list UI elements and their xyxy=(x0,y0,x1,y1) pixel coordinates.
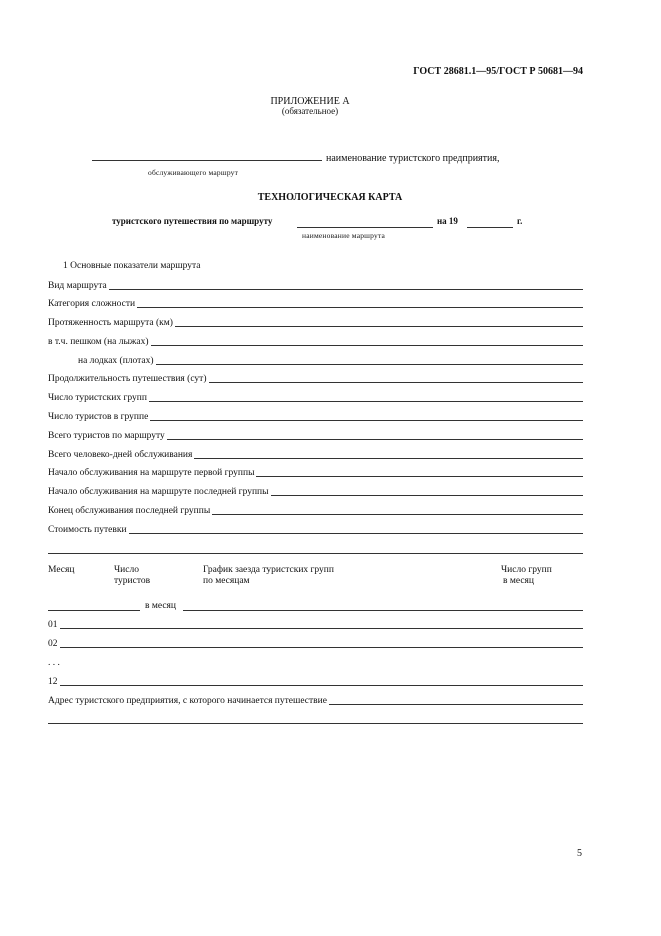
field-last-group-end[interactable] xyxy=(48,505,583,517)
field-difficulty[interactable] xyxy=(48,298,583,310)
field-line xyxy=(175,326,583,327)
field-label: Всего человеко-дней обслуживания xyxy=(48,450,193,460)
field-line xyxy=(150,420,583,421)
org-name-line xyxy=(92,160,322,161)
field-first-group-start[interactable] xyxy=(48,467,583,479)
row-line xyxy=(60,685,584,686)
col-schedule-1: График заезда туристских групп xyxy=(203,565,334,575)
field-line xyxy=(167,439,583,440)
month-label: 12 xyxy=(48,677,58,687)
field-label: Протяженность маршрута (км) xyxy=(48,318,173,328)
year-label: на 19 xyxy=(437,216,458,226)
field-label: Категория сложности xyxy=(48,299,136,309)
address-extra-line xyxy=(48,723,583,724)
year-suffix: г. xyxy=(517,216,523,226)
col-month: Месяц xyxy=(48,565,75,575)
appendix-subtitle: (обязательное) xyxy=(281,106,339,116)
field-price[interactable] xyxy=(48,524,583,536)
field-walking[interactable] xyxy=(48,336,583,348)
table-row[interactable] xyxy=(48,638,583,650)
field-label: Число туристских групп xyxy=(48,393,147,403)
col-groups-2: в месяц xyxy=(503,576,534,586)
month-label: 01 xyxy=(48,620,58,630)
field-label: Начало обслуживания на маршруте последней группы xyxy=(48,487,269,497)
blank-line xyxy=(48,553,583,554)
card-title: ТЕХНОЛОГИЧЕСКАЯ КАРТА xyxy=(257,192,403,203)
col-schedule-2: по месяцам xyxy=(203,576,250,586)
field-label: Адрес туристского предприятия, с которого начинается путешествие xyxy=(48,696,327,706)
page-number: 5 xyxy=(577,848,582,859)
col-groups-1: Число групп xyxy=(501,565,552,575)
field-line xyxy=(156,364,583,365)
org-under-caption: обслуживающего маршрут xyxy=(148,168,239,177)
col-tourists-1: Число xyxy=(114,565,139,575)
field-route-type[interactable] xyxy=(48,280,583,292)
field-label: в т.ч. пешком (на лыжах) xyxy=(48,337,149,347)
field-line xyxy=(212,514,583,515)
field-label: Конец обслуживания последней группы xyxy=(48,506,211,516)
field-address[interactable] xyxy=(48,695,583,707)
field-boats[interactable] xyxy=(78,355,583,367)
col-tourists-2: туристов xyxy=(114,576,151,586)
field-line xyxy=(149,401,583,402)
field-label: Число туристов в группе xyxy=(48,412,149,422)
field-line xyxy=(271,495,584,496)
row-line xyxy=(60,628,584,629)
field-last-group-start[interactable] xyxy=(48,486,583,498)
ellipsis-row: . . . xyxy=(48,658,60,668)
section1-heading: 1 Основные показатели маршрута xyxy=(63,261,201,271)
field-length[interactable] xyxy=(48,317,583,329)
field-tourists-per-group[interactable] xyxy=(48,411,583,423)
table-row[interactable] xyxy=(48,619,583,631)
field-line xyxy=(209,382,584,383)
field-duration[interactable] xyxy=(48,373,583,385)
field-line xyxy=(137,307,583,308)
field-label: на лодках (плотах) xyxy=(78,356,154,366)
route-prefix: туристского путешествия по маршруту xyxy=(112,216,273,226)
month-label: 02 xyxy=(48,639,58,649)
field-line xyxy=(109,289,583,290)
field-groups-count[interactable] xyxy=(48,392,583,404)
field-line xyxy=(256,476,583,477)
field-line xyxy=(129,533,583,534)
per-month-line xyxy=(183,610,583,611)
field-label: Стоимость путевки xyxy=(48,525,127,535)
field-person-days[interactable] xyxy=(48,449,583,461)
year-line xyxy=(467,227,513,228)
field-label: Всего туристов по маршруту xyxy=(48,431,165,441)
field-line xyxy=(329,704,583,705)
table-row[interactable] xyxy=(48,676,583,688)
field-line xyxy=(151,345,583,346)
month-blank-line xyxy=(48,610,140,611)
standard-code: ГОСТ 28681.1—95/ГОСТ Р 50681—94 xyxy=(413,66,583,77)
per-month-label: в месяц xyxy=(145,601,176,611)
appendix-title: ПРИЛОЖЕНИЕ А xyxy=(270,96,350,107)
row-line xyxy=(60,647,584,648)
field-label: Вид маршрута xyxy=(48,281,107,291)
field-total-tourists[interactable] xyxy=(48,430,583,442)
route-name-line xyxy=(297,227,433,228)
field-label: Продолжительность путешествия (сут) xyxy=(48,374,207,384)
route-caption: наименование маршрута xyxy=(302,231,386,240)
field-label: Начало обслуживания на маршруте первой группы xyxy=(48,468,255,478)
org-caption: наименование туристского предприятия, xyxy=(326,153,500,164)
field-line xyxy=(194,458,583,459)
